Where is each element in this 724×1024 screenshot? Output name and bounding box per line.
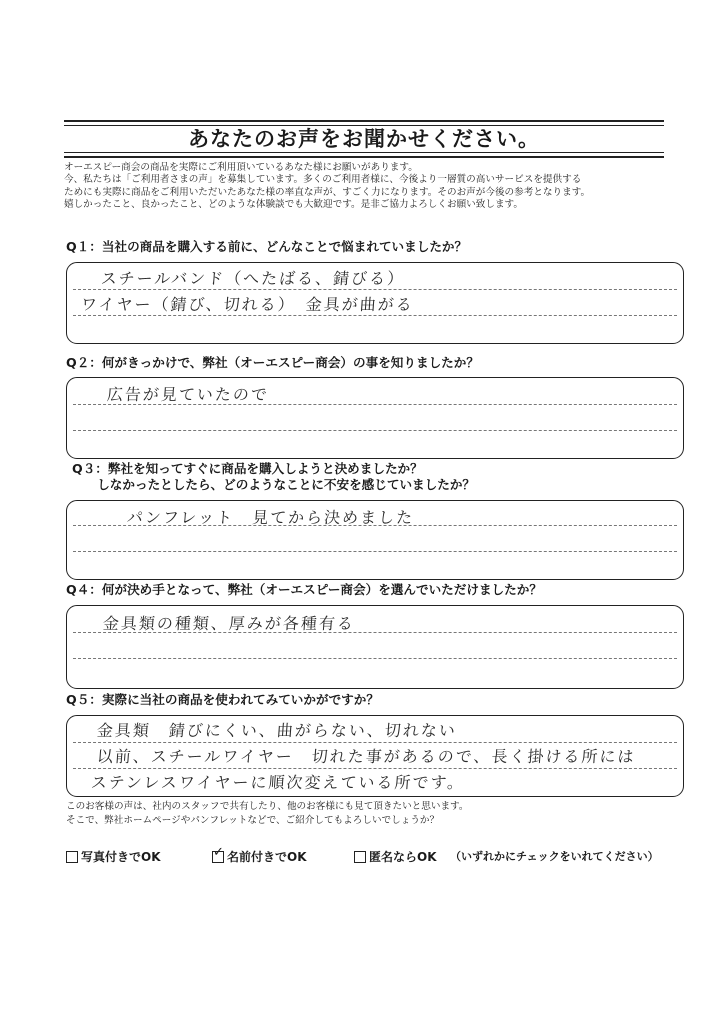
answer-line: [73, 315, 677, 316]
answer-box-5[interactable]: [66, 715, 684, 797]
checkbox[interactable]: [212, 845, 224, 863]
handwritten-answer: 金具類 錆びにくい、曲がらない、切れない: [96, 721, 458, 740]
answer-line: [73, 742, 677, 743]
question-1: Q１：当社の商品を購入する前に、どんなことで悩まれていましたか？: [66, 239, 468, 254]
answer-box-1[interactable]: [66, 262, 684, 344]
option-photo[interactable]: [66, 848, 161, 866]
answer-box-3[interactable]: [66, 500, 684, 580]
intro-text: オーエスピー商会の商品を実際にご利用頂いているあなた様にお願いがあります。 今、私たちは「ご利用者さまの声」を募集しています。多くのご利用者様に、今後より一層質の高いサービスを提供する ためにも実際に商品をご利用いただいたあなた様の率直な声が、すごく力になります。そのお声が今後の参考となります。 嬉しかったこと、良かったこと、どのような体験談でも大歓迎です。是非ご協力よろしくお願い致します。: [64, 162, 591, 211]
handwritten-answer: スチールバンド（へたばる、錆びる）: [100, 269, 406, 288]
question-5: Q５：実際に当社の商品を使われてみていかがですか？: [66, 692, 379, 707]
checkbox[interactable]: [354, 851, 366, 863]
option-name[interactable]: [212, 845, 307, 866]
options-note: （いずれかにチェックをいれてください）: [450, 850, 659, 863]
answer-line: [73, 289, 677, 290]
answer-box-4[interactable]: [66, 605, 684, 689]
handwritten-answer: パンフレット 見てから決めました: [126, 508, 415, 527]
option-label: 匿名ならOK: [369, 850, 437, 864]
handwritten-answer: ステンレスワイヤーに順次変えている所です。: [90, 773, 466, 792]
handwritten-answer: 以前、スチールワイヤー 切れた事があるので、長く掛ける所には: [96, 747, 637, 766]
page-title: あなたのお声をお聞かせください。: [188, 127, 540, 151]
check-mark-icon: ✓: [213, 845, 224, 860]
handwritten-answer: 広告が見ていたので: [106, 385, 270, 404]
handwritten-answer: ワイヤー（錆び、切れる） 金具が曲がる: [80, 295, 415, 314]
handwritten-answer: 金具類の種類、厚みが各種有る: [102, 614, 356, 633]
answer-line: [73, 658, 677, 659]
question-4: Q４：何が決め手となって、弊社（オーエスピー商会）を選んでいただけましたか？: [66, 582, 542, 597]
answer-line: [73, 768, 677, 769]
answer-box-2[interactable]: [66, 377, 684, 459]
consent-text: このお客様の声は、社内のスタッフで共有したり、他のお客様にも見て頂きたいと思います。 そこで、弊社ホームページやパンフレットなどで、ご紹介してもよろしいでしょうか？: [66, 801, 469, 826]
option-label: 名前付きでOK: [227, 850, 307, 864]
option-anonymous[interactable]: [354, 848, 437, 866]
answer-line: [73, 551, 677, 552]
checkbox[interactable]: [66, 851, 78, 863]
question-2: Q２：何がきっかけで、弊社（オーエスピー商会）の事を知りましたか？: [66, 355, 479, 370]
question-3: Q３：弊社を知ってすぐに商品を購入しようと決めましたか？ しなかったとしたら、どのようなことに不安を感じていましたか？: [72, 461, 475, 492]
option-label: 写真付きでOK: [81, 850, 161, 864]
answer-line: [73, 430, 677, 431]
consent-options: [66, 845, 686, 866]
title-banner: [64, 120, 664, 158]
